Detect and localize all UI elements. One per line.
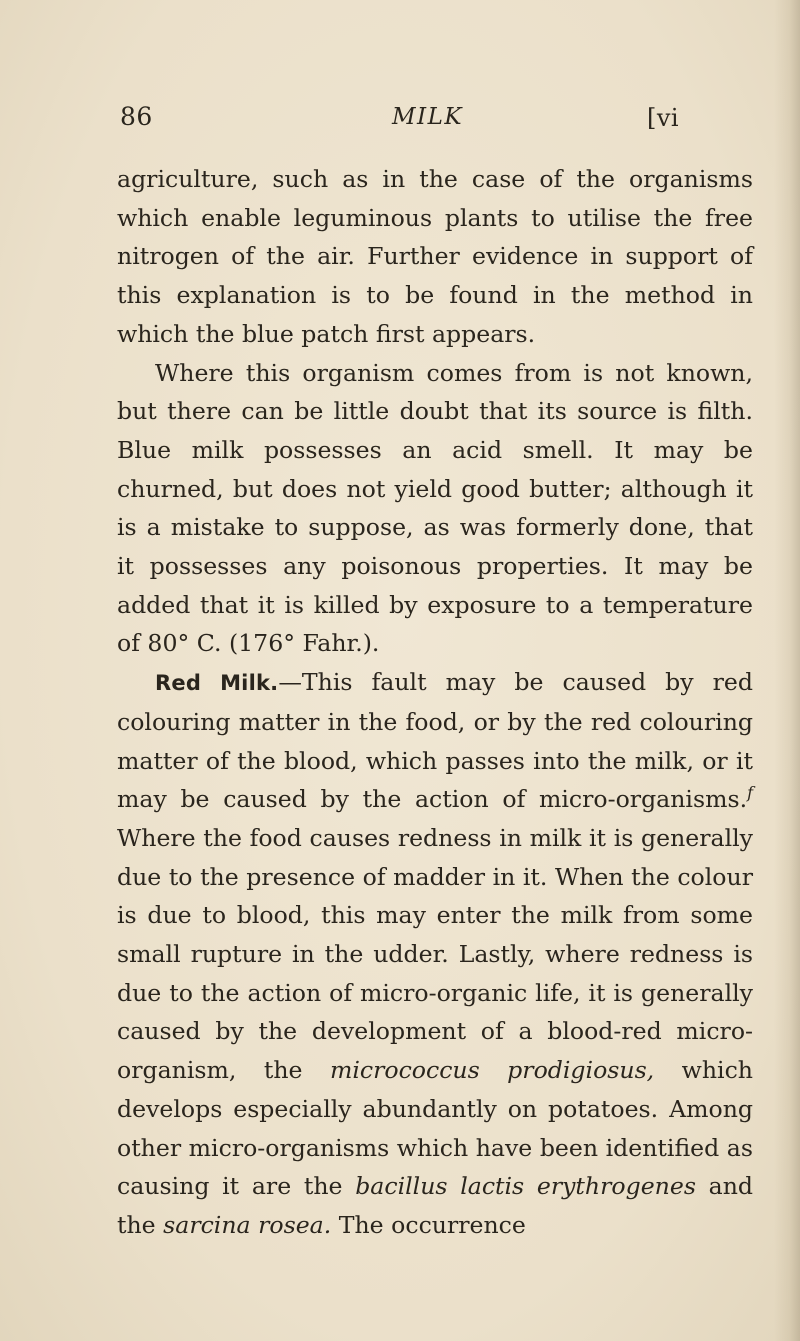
page-edge-shadow <box>774 0 800 1341</box>
paragraph-continuation: agriculture, such as in the case of the organisms which enable leguminous plants to utilise the free nitrogen of the air. Further evidence in support of this explanation is to be found in the method in which the blue patch first appears. <box>117 165 753 348</box>
running-head <box>120 102 750 142</box>
section-heading-red-milk: Red Milk. <box>155 671 279 696</box>
footnote-mark: f <box>747 783 753 803</box>
page-number: 86 <box>120 102 153 131</box>
text-segment: Where the food causes redness in milk it is generally due to the presence of madder in it. When the colour is due to blood, this may enter the milk from some small rupture in the udder. Lastly, where redness is due to the action of micro-organic life, it is generally caused by the development of a blood-red micro-organism, the <box>117 823 753 1085</box>
species-name: bacillus lactis erythrogenes <box>355 1172 696 1201</box>
text-segment: which develops especially abundantly on potatoes. Among other micro-organisms which have been identified as causing it are the <box>117 1056 753 1201</box>
text-segment: and the <box>117 1172 753 1239</box>
chapter-number: [vi <box>647 104 680 132</box>
text-segment: The occurrence <box>331 1210 526 1239</box>
paragraph-blue-milk: Where this organism comes from is not known, but there can be little doubt that its source is filth. Blue milk possesses an acid smell. It may be churned, but does not yield good butter; although it is a mistake to suppose, as was formerly done, that it possesses any poisonous properties. It may be added that it is killed by exposure to a temperature of 80° C. (176° Fahr.). <box>117 358 753 658</box>
paragraph-red-milk <box>117 663 753 1245</box>
text-segment: —This fault may be caused by red colouring matter in the food, or by the red colouring matter of the blood, which passes into the milk, or it may be caused by the action of micro-organisms. <box>117 668 753 814</box>
body-text <box>117 160 753 1245</box>
species-name: sarcina rosea. <box>163 1210 332 1239</box>
running-title: MILK <box>392 104 464 130</box>
species-name: micrococcus prodigiosus, <box>329 1056 655 1085</box>
